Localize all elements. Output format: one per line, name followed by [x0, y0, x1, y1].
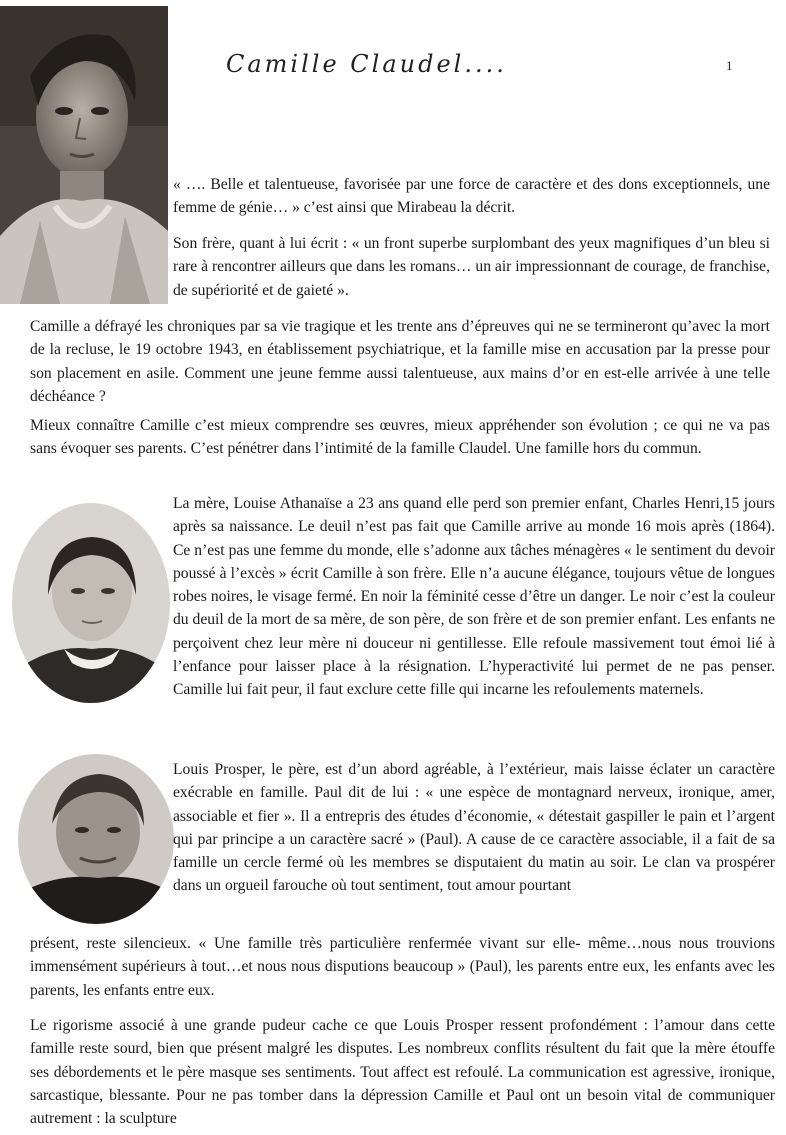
paragraph-6: Louis Prosper, le père, est d’un abord agréable, à l’extérieur, mais laisse éclater un caractère exécrable en famille. Paul dit de lui : « une espèce de montagnard nerveux, ironique, amer, associable et fier ». Il a entrepris des études d’économie, « détestait gaspiller le pain et l’argent qui par principe a un caractère sacré » (Paul). A cause de ce caractère associable, il a fait de sa famille un cercle fermé où les membres se disputaient du matin au soir. Le clan va prospérer dans un orgueil farouche où tout sentiment, tout amour pourtant [173, 761, 775, 895]
page-title: Camille Claudel.... [226, 50, 507, 78]
paragraph-4: Mieux connaître Camille c’est mieux comprendre ses œuvres, mieux appréhender son évolution ; ce qui ne va pas sans évoquer ses parents. C’est pénétrer dans l’intimité de la famille Claudel. Une famille hors du commun. [30, 417, 770, 458]
father-portrait-photo [18, 754, 174, 924]
page-number: 1 [726, 58, 733, 73]
paragraph-3: Camille a défrayé les chroniques par sa vie tragique et les trente ans d’épreuves qui ne se termineront qu’avec la mort de la recluse, le 19 octobre 1943, en établissement psychiatrique, et la famille mise en accusation par la presse pour son placement en asile. Comment une jeune femme aussi talentueuse, aux mains d’or en est-elle arrivée à une telle déchéance ? [30, 318, 770, 405]
paragraph-8: Le rigorisme associé à une grande pudeur cache ce que Louis Prosper ressent profondément : l’amour dans cette famille reste sourd, bien que présent malgré les disputes. Les nombreux conflits résultent du fait que la mère étouffe ses débordements et le père masque ses sentiments. Tout affect est refoulé. La communication est agressive, ironique, sarcastique, blessante. Pour ne pas tomber dans la dépression Camille et Paul ont un besoin vital de communiquer autrement : la sculpture [30, 1017, 775, 1128]
paragraph-5: La mère, Louise Athanaïse a 23 ans quand elle perd son premier enfant, Charles Henri,15 jours après sa naissance. Le deuil n’est pas fait que Camille arrive au monde 16 mois après (1864). Ce n’est pas une femme du monde, elle s’adonne aux tâches ménagères « le sentiment du devoir poussé à l’excès » écrit Camille à son frère. Elle n’a aucune élégance, toujours vêtue de longues robes noires, le visage fermé. En noir la féminité cesse d’être un danger. Le noir c’est la couleur du deuil de la mort de sa mère, de son père, de son frère et de son premier enfant. Les enfants ne perçoivent chez leur mère ni douceur ni gentillesse. Elle refoule massivement tout émoi lié à l’enfance pour laisser place à la résignation. L’hyperactivité lui permet de ne pas penser. Camille lui fait peur, il faut exclure cette fille qui incarne les refoulements maternels. [173, 495, 775, 699]
paragraph-7: présent, reste silencieux. « Une famille très particulière renfermée vivant sur elle- même…nous nous trouvions immensément supérieurs à tout…et nous nous disputions beaucoup » (Paul), les parents entre eux, les enfants avec les parents, les enfants entre eux. [30, 935, 775, 999]
mother-portrait-photo [12, 503, 170, 703]
paragraph-1: « …. Belle et talentueuse, favorisée par une force de caractère et des dons exceptionnels, une femme de génie… » c’est ainsi que Mirabeau la décrit. [173, 176, 770, 217]
camille-portrait-photo [0, 6, 168, 304]
paragraph-2: Son frère, quant à lui écrit : « un front superbe surplombant des yeux magnifiques d’un bleu si rare à rencontrer ailleurs que dans les romans… un air impressionnant de courage, de franchise, de supériorité et de gaieté ». [173, 235, 770, 299]
